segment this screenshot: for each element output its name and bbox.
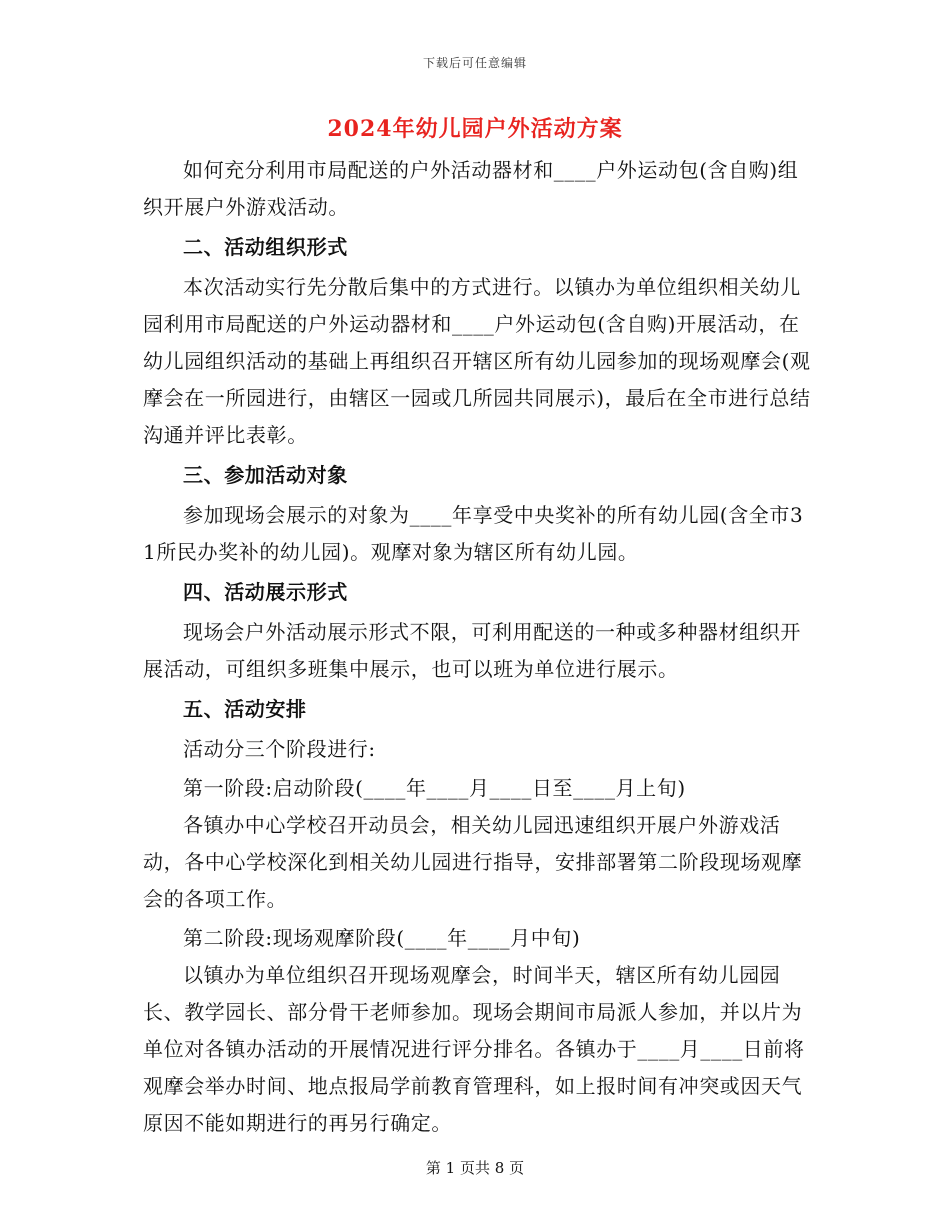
- page-footer: 第 1 页共 8 页: [425, 1159, 525, 1177]
- stage-two-paragraph: 以镇办为单位组织召开现场观摩会，时间半天，辖区所有幼儿园园长、教学园长、部分骨干老师参加。现场会期间市局派人参加，并以片为单位对各镇办活动的开展情况进行评分排名。各镇办于____月____日前将观摩会举办时间、地点报局学前教育管理科，如上报时间有冲突或因天气原因不能如期进行的再另行确定。: [143, 963, 805, 1135]
- schedule-intro: 活动分三个阶段进行:: [183, 737, 376, 761]
- stage-one-heading: 第一阶段:启动阶段(____年____月____日至____月上旬): [183, 776, 686, 800]
- organization-paragraph: 本次活动实行先分散后集中的方式进行。以镇办为单位组织相关幼儿园利用市局配送的户外运动器材和____户外运动包(含自购)开展活动，在幼儿园组织活动的基础上再组织召开辖区所有幼儿园参加的现场观摩会(观摩会在一所园进行，由辖区一园或几所园共同展示)，最后在全市进行总结沟通并评比表彰。: [143, 275, 811, 447]
- section-heading-organization: 二、活动组织形式: [183, 235, 348, 259]
- section-heading-participants: 三、参加活动对象: [183, 463, 348, 487]
- section-heading-schedule: 五、活动安排: [183, 697, 307, 721]
- section-heading-display-form: 四、活动展示形式: [183, 580, 348, 604]
- stage-two-heading: 第二阶段:现场观摩阶段(____年____月中旬): [183, 926, 581, 950]
- document-title: 2024年幼儿园户外活动方案: [327, 116, 623, 142]
- display-form-paragraph: 现场会户外活动展示形式不限，可利用配送的一种或多种器材组织开展活动，可组织多班集中展示，也可以班为单位进行展示。: [143, 620, 801, 681]
- stage-one-paragraph: 各镇办中心学校召开动员会，相关幼儿园迅速组织开展户外游戏活动，各中心学校深化到相关幼儿园进行指导，安排部署第二阶段现场观摩会的各项工作。: [143, 813, 803, 911]
- intro-paragraph: 如何充分利用市局配送的户外活动器材和____户外运动包(含自购)组织开展户外游戏活动。: [143, 158, 799, 219]
- participants-paragraph: 参加现场会展示的对象为____年享受中央奖补的所有幼儿园(含全市31所民办奖补的幼儿园)。观摩对象为辖区所有幼儿园。: [143, 503, 804, 564]
- header-note: 下载后可任意编辑: [422, 56, 527, 70]
- document-body: [143, 152, 813, 1142]
